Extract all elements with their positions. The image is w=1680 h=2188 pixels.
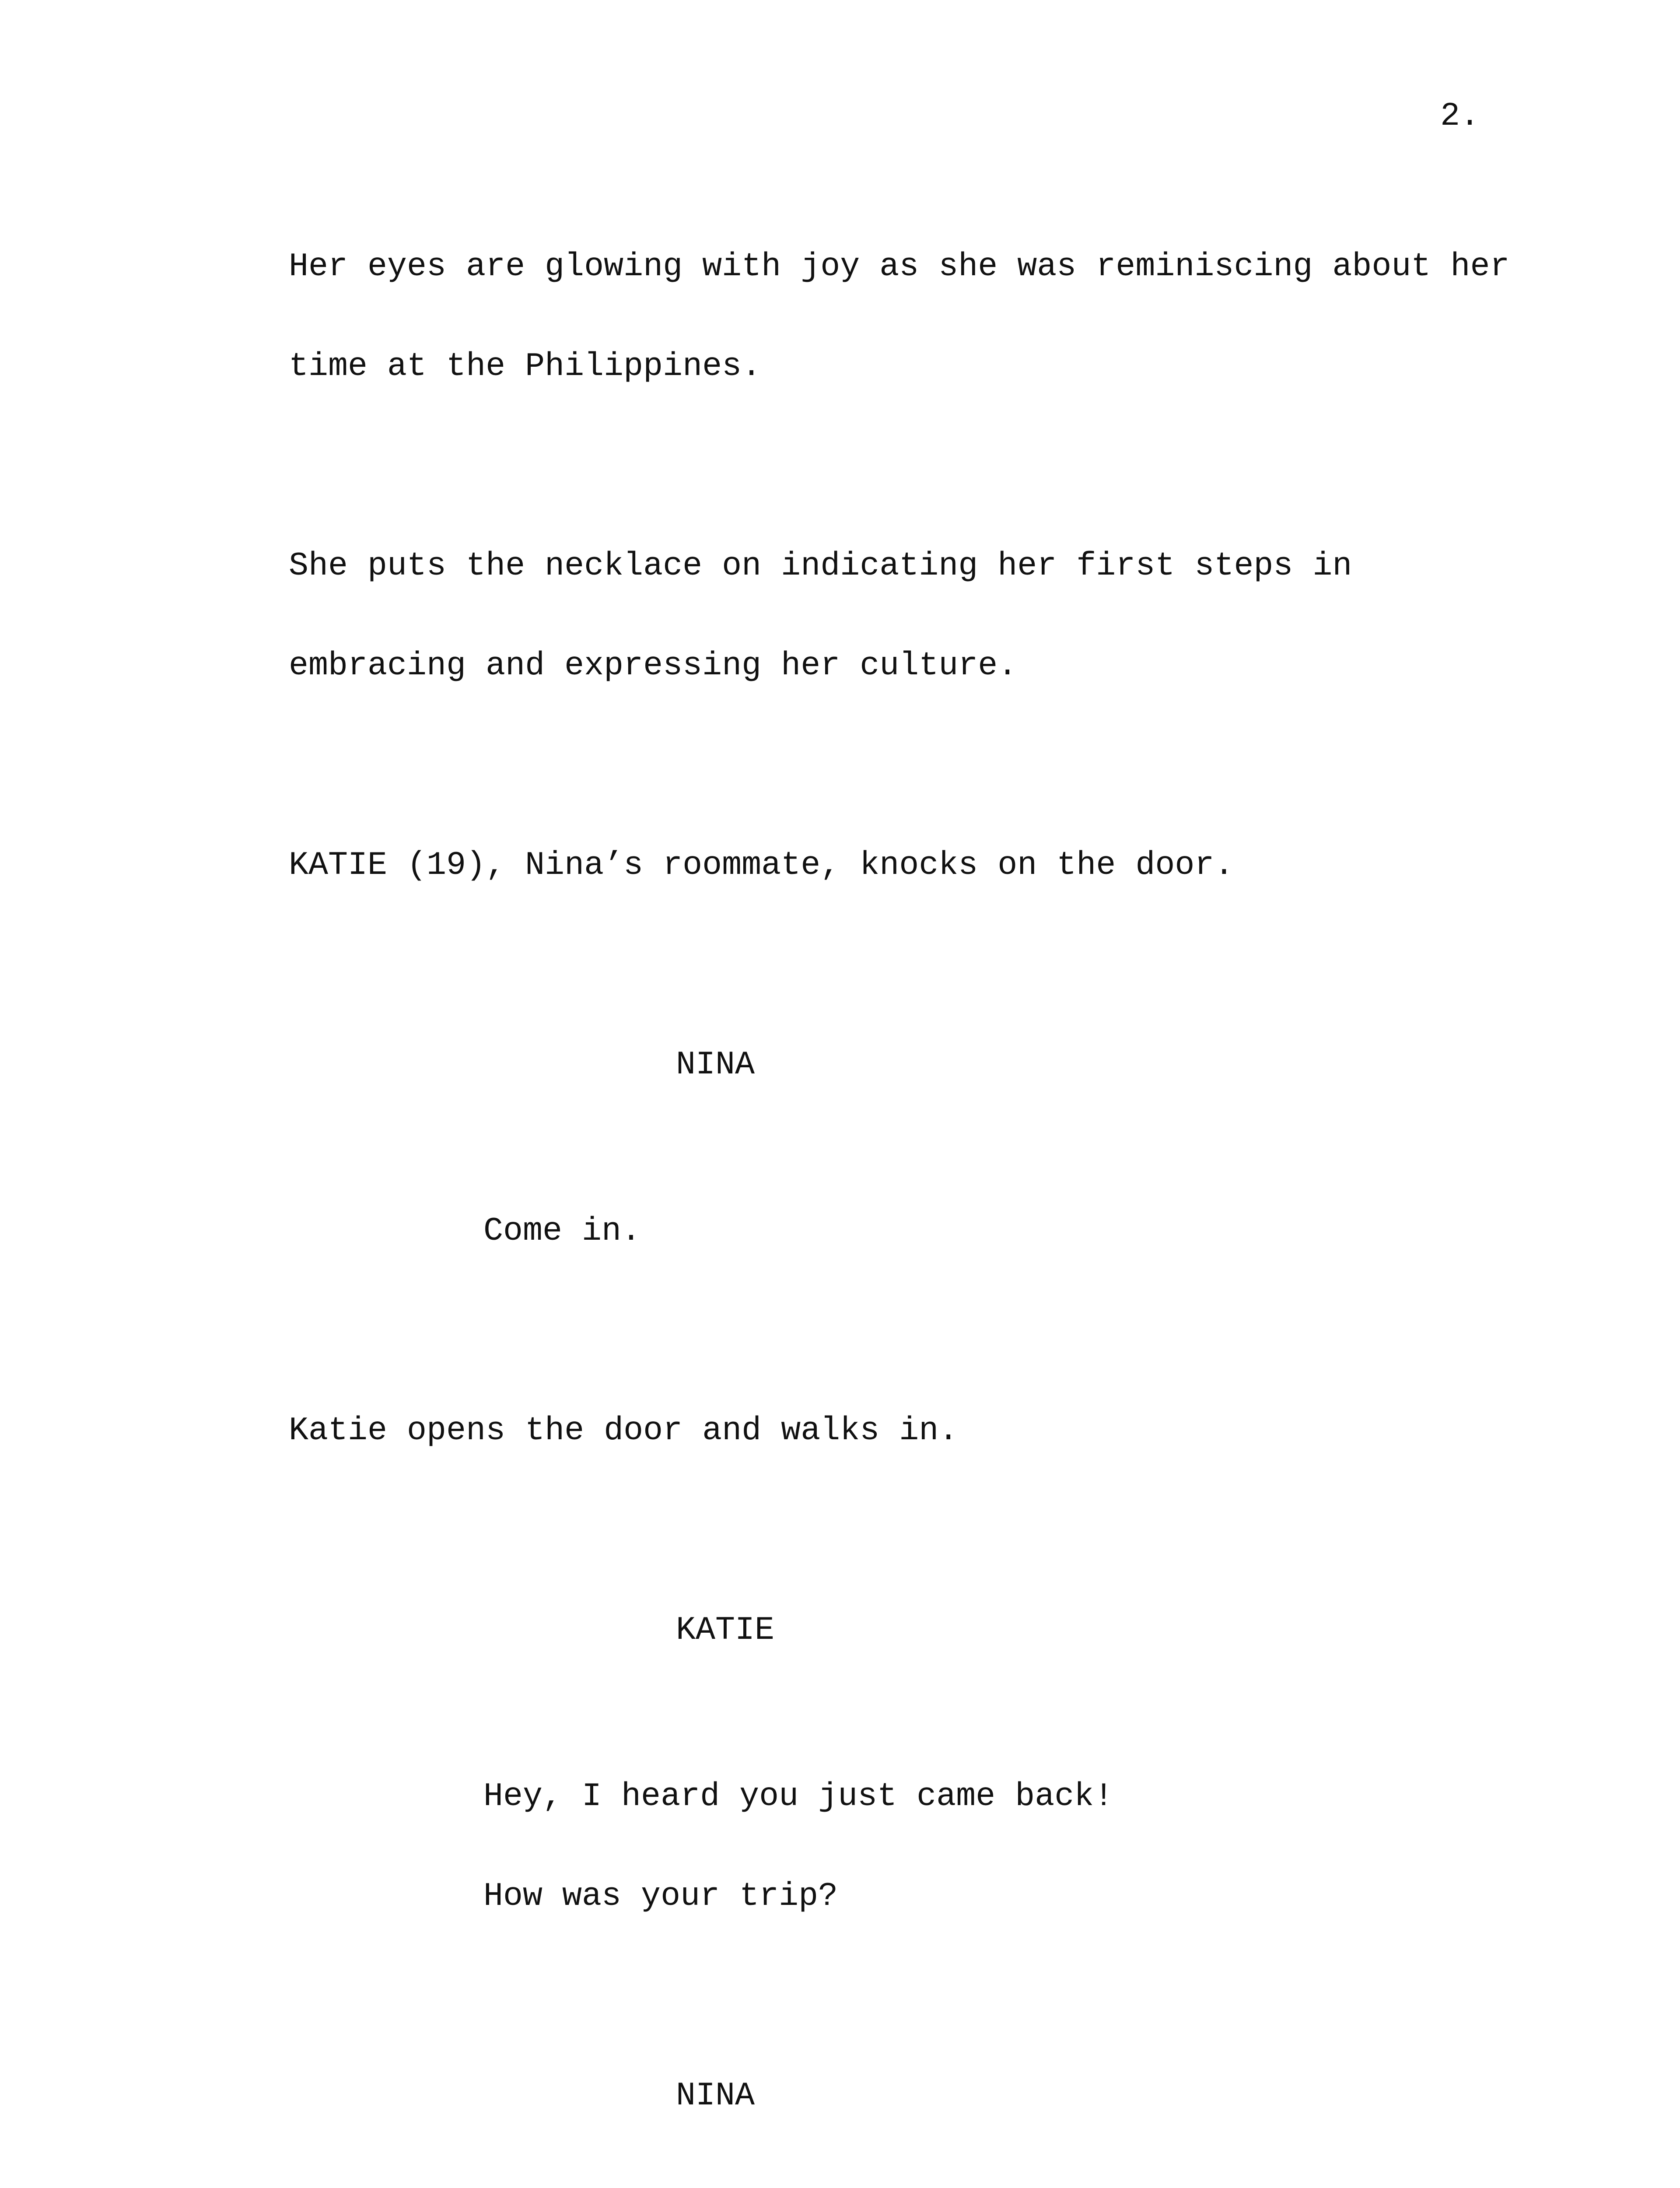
character-cue [676,1547,1680,1714]
action-text: KATIE (19), Nina’s roommate, knocks on the door. [289,847,1234,884]
character-name: NINA [676,1046,755,1083]
dialogue [483,2179,1680,2188]
dialogue-line: How was your trip? [483,1878,838,1915]
action-text: time at the Philippines. [289,348,762,385]
action-line [289,184,1536,450]
action-text: She puts the necklace on indicating her first steps in [289,547,1352,585]
action-line [289,782,1536,949]
character-cue [676,2013,1680,2179]
dialogue-line: Hey, I heard you just came back! [483,1778,1114,1815]
page-number: 2. [1440,98,1480,135]
action-text: Her eyes are glowing with joy as she was reminiscing about her [289,248,1510,285]
dialogue-line: Come in. [483,1213,641,1250]
action-line [289,1348,1536,1514]
character-cue [676,982,1680,1148]
action-text: Katie opens the door and walks in. [289,1412,959,1449]
character-name: NINA [676,2077,755,2114]
character-name: KATIE [676,1612,775,1649]
action-line [289,483,1536,749]
action-text: embracing and expressing her culture. [289,647,1018,684]
dialogue [483,1148,1680,1315]
script-body [0,184,1680,2188]
dialogue [483,1714,1680,1980]
